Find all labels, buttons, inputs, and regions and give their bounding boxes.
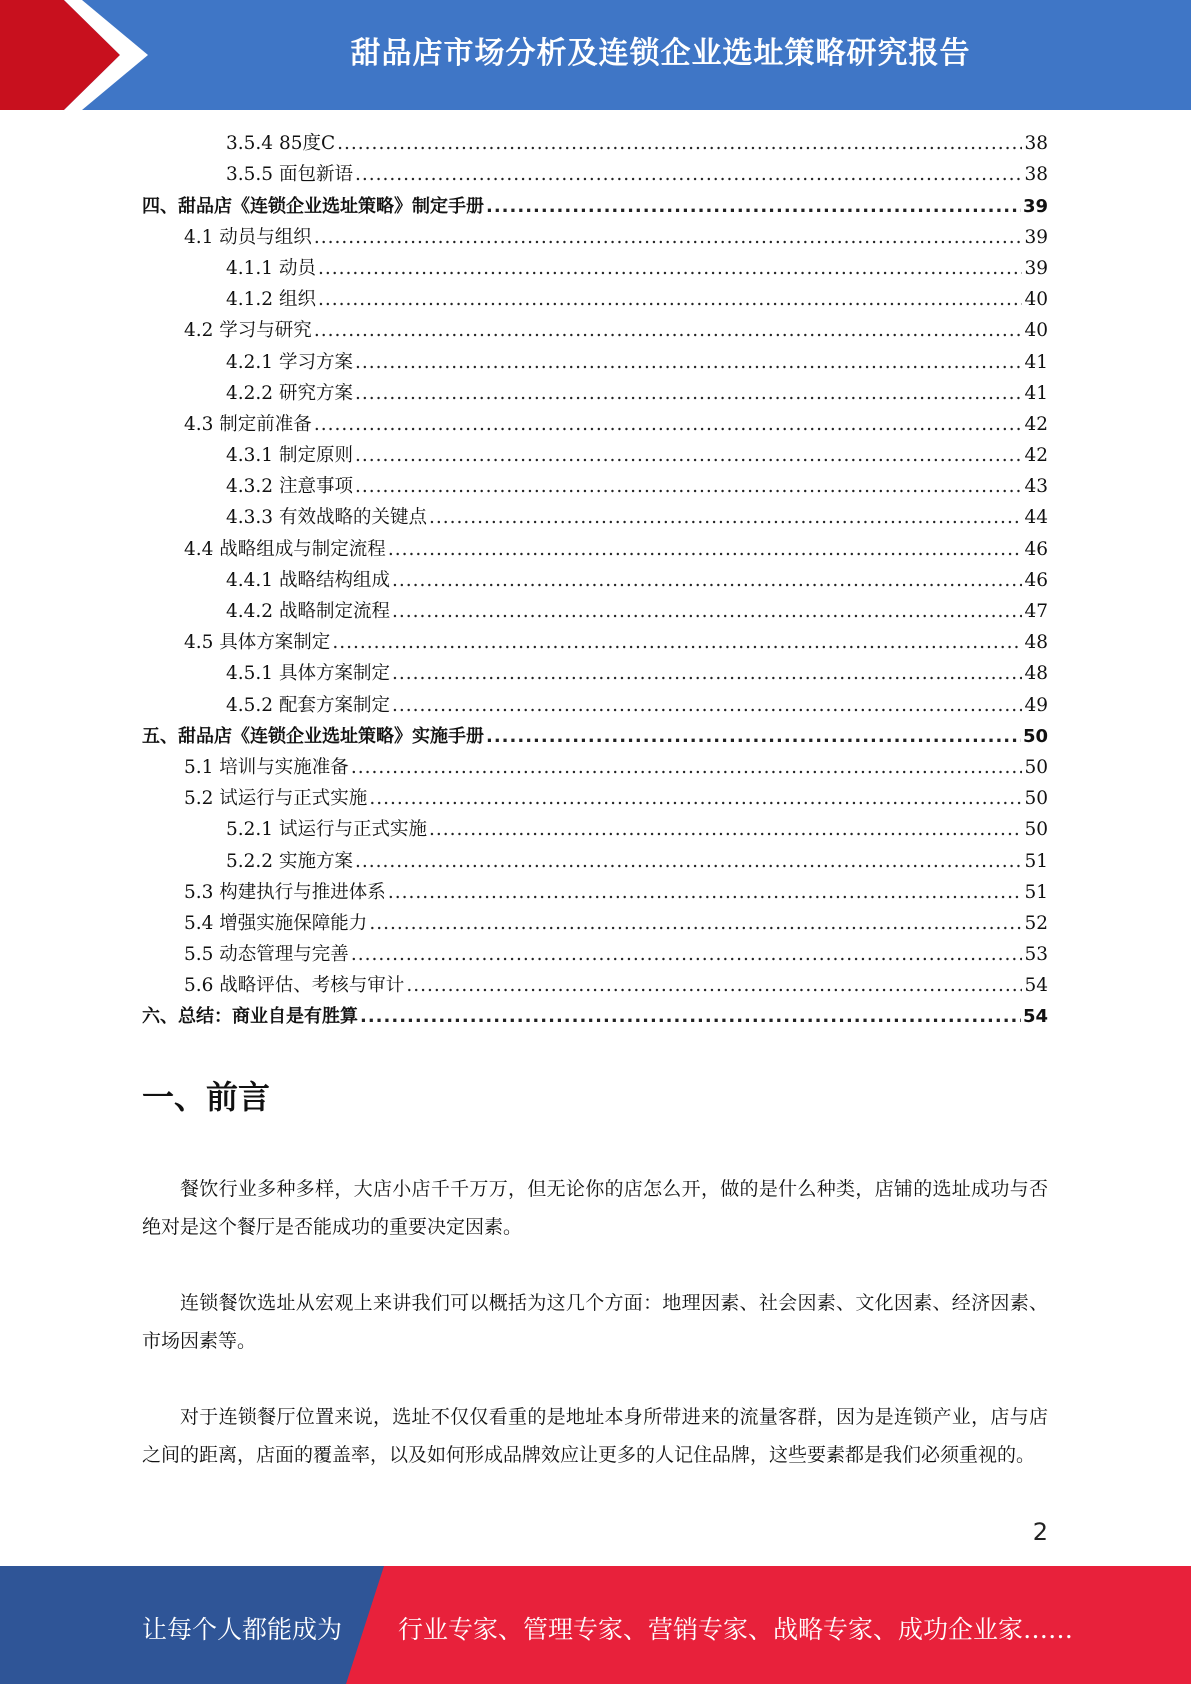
toc-entry-label: 4.2 学习与研究: [184, 320, 312, 342]
toc-entry[interactable]: [142, 627, 1048, 658]
header-arrow-decoration: [0, 0, 160, 110]
toc-entry-page: 41: [1024, 351, 1048, 373]
toc-leader-dots: [429, 502, 1022, 533]
toc-entry-page: 51: [1024, 850, 1048, 872]
toc-leader-dots: [351, 939, 1023, 970]
toc-leader-dots: [355, 159, 1023, 190]
toc-entry-page: 54: [1022, 1006, 1048, 1028]
toc-entry-label: 4.3.2 注意事项: [226, 476, 353, 498]
toc-entry-page: 39: [1024, 226, 1048, 248]
paragraph-1: [142, 1170, 1048, 1246]
toc-entry-label: 5.6 战略评估、考核与审计: [184, 975, 405, 997]
toc-leader-dots: [355, 846, 1023, 877]
footer-slogan-right: 行业专家、管理专家、营销专家、战略专家、成功企业家……: [398, 1615, 1074, 1644]
toc-entry-label: 4.1.2 组织: [226, 289, 316, 311]
toc-entry[interactable]: [142, 658, 1048, 689]
toc-entry[interactable]: [142, 565, 1048, 596]
toc-entry-label: 4.2.2 研究方案: [226, 382, 353, 404]
toc-entry-page: 47: [1024, 601, 1048, 622]
toc-entry-label: 5.3 构建执行与推进体系: [184, 881, 386, 903]
toc-entry-page: 50: [1024, 756, 1048, 778]
document-title: 甜品店市场分析及连锁企业选址策略研究报告: [350, 36, 971, 71]
paragraph-3: [142, 1398, 1048, 1474]
toc-entry-label: 3.5.5 面包新语: [226, 164, 353, 186]
toc-entry-page: 38: [1024, 133, 1048, 155]
toc-leader-dots: [406, 970, 1022, 1001]
toc-entry[interactable]: [142, 471, 1048, 502]
toc-entry[interactable]: [142, 159, 1048, 190]
toc-entry-label: 四、甜品店《连锁企业选址策略》制定手册: [142, 195, 484, 217]
toc-entry-page: 44: [1024, 507, 1048, 529]
toc-entry[interactable]: [142, 502, 1048, 533]
toc-leader-dots: [337, 128, 1022, 159]
toc-leader-dots: [369, 908, 1022, 939]
toc-entry-label: 4.4 战略组成与制定流程: [184, 538, 386, 560]
toc-entry-page: 52: [1024, 912, 1048, 934]
section-heading: 一、前言: [142, 1078, 271, 1116]
toc-entry-label: 4.3.1 制定原则: [226, 445, 353, 467]
toc-entry[interactable]: [142, 939, 1048, 970]
page-header: [0, 0, 1191, 110]
toc-entry[interactable]: [142, 128, 1048, 159]
toc-entry-label: 3.5.4 85度C: [226, 133, 336, 155]
toc-entry-label: 5.2.1 试运行与正式实施: [226, 819, 427, 841]
toc-entry-page: 41: [1024, 382, 1048, 404]
toc-entry[interactable]: [142, 378, 1048, 409]
toc-entry[interactable]: [142, 1001, 1048, 1032]
toc-entry-label: 4.1.1 动员: [226, 257, 316, 279]
toc-entry-page: 53: [1024, 944, 1048, 966]
toc-entry-label: 4.2.1 学习方案: [226, 351, 353, 373]
toc-entry-page: 40: [1024, 289, 1048, 311]
toc-leader-dots: [388, 534, 1023, 565]
paragraph-text: 对于连锁餐厅位置来说，选址不仅仅看重的是地址本身所带进来的流量客群，因为是连锁产业，店与店之间的距离，店面的覆盖率，以及如何形成品牌效应让更多的人记住品牌，这些要素都是我们必须重视的。: [142, 1406, 1048, 1466]
toc-entry-label: 4.1 动员与组织: [184, 226, 312, 248]
toc-leader-dots: [314, 409, 1023, 440]
paragraph-2: [142, 1284, 1048, 1360]
toc-entry[interactable]: [142, 596, 1048, 627]
toc-entry-page: 40: [1024, 320, 1048, 342]
toc-entry-label: 5.5 动态管理与完善: [184, 944, 349, 966]
toc-leader-dots: [355, 347, 1023, 378]
toc-entry-label: 4.5.2 配套方案制定: [226, 694, 390, 716]
toc-entry-label: 4.5.1 具体方案制定: [226, 663, 390, 685]
page-number: 2: [1032, 1518, 1048, 1546]
toc-leader-dots: [429, 814, 1022, 845]
toc-leader-dots: [388, 877, 1023, 908]
toc-entry[interactable]: [142, 315, 1048, 346]
toc-entry-label: 4.5 具体方案制定: [184, 632, 331, 654]
toc-entry-page: 43: [1024, 476, 1048, 498]
toc-entry-page: 42: [1024, 413, 1048, 435]
toc-leader-dots: [355, 440, 1023, 471]
toc-entry-page: 48: [1024, 663, 1048, 685]
toc-entry-label: 5.2.2 实施方案: [226, 850, 353, 872]
toc-entry[interactable]: [142, 440, 1048, 471]
toc-entry-page: 50: [1022, 725, 1048, 747]
toc-entry[interactable]: [142, 845, 1048, 876]
toc-entry[interactable]: [142, 346, 1048, 377]
toc-leader-dots: [355, 378, 1023, 409]
toc-entry-label: 4.4.2 战略制定流程: [226, 601, 390, 622]
toc-entry[interactable]: [142, 970, 1048, 1001]
toc-leader-dots: [314, 222, 1023, 253]
toc-leader-dots: [355, 471, 1023, 502]
toc-leader-dots: [392, 596, 1022, 627]
page-footer: [0, 1566, 1191, 1684]
toc-entry-page: 42: [1024, 445, 1048, 467]
toc-entry-label: 5.2 试运行与正式实施: [184, 788, 368, 810]
toc-entry[interactable]: [142, 222, 1048, 253]
toc-entry[interactable]: [142, 190, 1048, 221]
toc-entry[interactable]: [142, 814, 1048, 845]
toc-entry[interactable]: [142, 721, 1048, 752]
toc-entry-label: 六、总结：商业自是有胜算: [142, 1006, 358, 1028]
toc-leader-dots: [369, 783, 1022, 814]
paragraph-text: 餐饮行业多种多样，大店小店千千万万，但无论你的店怎么开，做的是什么种类，店铺的选址成功与否绝对是这个餐厅是否能成功的重要决定因素。: [142, 1178, 1048, 1238]
toc-entry-label: 五、甜品店《连锁企业选址策略》实施手册: [142, 725, 484, 747]
toc-entry-page: 51: [1024, 881, 1048, 903]
paragraph-text: 连锁餐饮选址从宏观上来讲我们可以概括为这几个方面：地理因素、社会因素、文化因素、经济因素、市场因素等。: [142, 1292, 1048, 1352]
toc-entry[interactable]: [142, 752, 1048, 783]
toc-leader-dots: [360, 1001, 1021, 1032]
toc-entry[interactable]: [142, 783, 1048, 814]
toc-entry-page: 48: [1024, 632, 1048, 654]
toc-entry-page: 50: [1024, 788, 1048, 810]
toc-leader-dots: [351, 752, 1023, 783]
toc-entry[interactable]: [142, 908, 1048, 939]
toc-entry-label: 4.3.3 有效战略的关键点: [226, 507, 427, 529]
toc-entry[interactable]: [142, 409, 1048, 440]
toc-entry[interactable]: [142, 284, 1048, 315]
toc-entry-label: 5.1 培训与实施准备: [184, 756, 349, 778]
toc-leader-dots: [392, 690, 1022, 721]
table-of-contents: [142, 128, 1048, 1032]
toc-leader-dots: [332, 627, 1022, 658]
toc-leader-dots: [392, 658, 1022, 689]
toc-entry-page: 46: [1024, 569, 1048, 591]
toc-leader-dots: [318, 284, 1023, 315]
toc-entry-page: 50: [1024, 819, 1048, 841]
toc-entry-page: 38: [1024, 164, 1048, 186]
toc-leader-dots: [486, 721, 1021, 752]
footer-slogan-left: 让每个人都能成为: [142, 1615, 343, 1644]
toc-entry-page: 46: [1024, 538, 1048, 560]
toc-entry-label: 4.3 制定前准备: [184, 413, 312, 435]
toc-entry[interactable]: [142, 689, 1048, 720]
toc-entry[interactable]: [142, 877, 1048, 908]
toc-entry[interactable]: [142, 533, 1048, 564]
toc-leader-dots: [318, 253, 1023, 284]
toc-leader-dots: [314, 315, 1023, 346]
toc-entry-label: 4.4.1 战略结构组成: [226, 569, 390, 591]
toc-leader-dots: [486, 191, 1021, 222]
toc-entry-page: 39: [1022, 195, 1048, 217]
toc-entry-label: 5.4 增强实施保障能力: [184, 912, 368, 934]
toc-leader-dots: [392, 565, 1022, 596]
toc-entry-page: 54: [1024, 975, 1048, 997]
toc-entry-page: 49: [1024, 694, 1048, 716]
toc-entry-page: 39: [1024, 257, 1048, 279]
toc-entry[interactable]: [142, 253, 1048, 284]
